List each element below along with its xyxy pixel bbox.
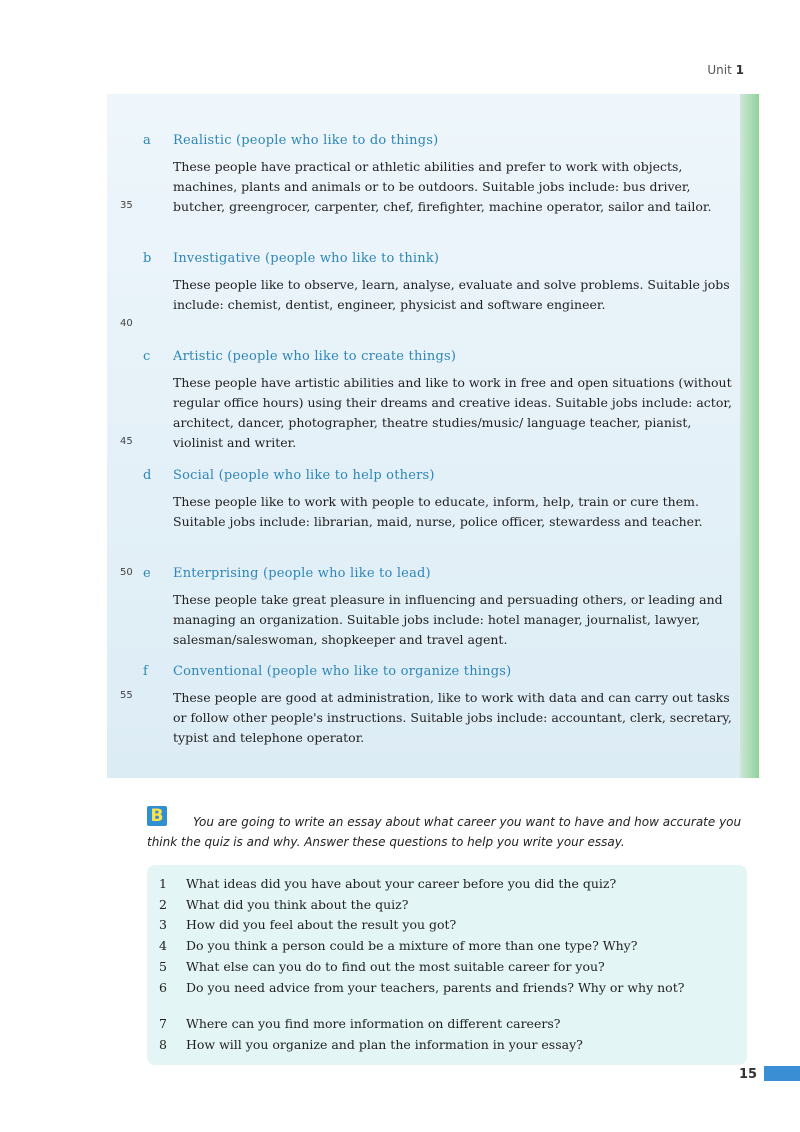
section-body: These people like to work with people to educate, inform, help, train or cure them. Suitable jobs include: librarian, maid, nurse, police officer, stewardess and teacher. [173,494,703,529]
line-number: 35 [120,200,133,211]
question-number: 6 [159,980,167,995]
section-title: Realistic (people who like to do things) [173,133,439,148]
exercise-instructions: You are going to write an essay about what career you want to have and how accurate you think the quiz is and why. Answer these questions to help you write your essay. [147,815,742,849]
unit-label [707,63,744,77]
question-number: 7 [159,1016,167,1031]
section-body: These people take great pleasure in influencing and persuading others, or leading and managing an organization. Suitable jobs include: hotel manager, journalist, lawyer, salesman/saleswoman, shopkeeper and travel agent. [173,592,723,647]
question-text: What did you think about the quiz? [186,897,409,912]
questions-box [147,865,747,1065]
question-text: Do you need advice from your teachers, parents and friends? Why or why not? [186,980,685,995]
unit-word: Unit [707,63,732,77]
line-number: 45 [120,436,133,447]
section-title: Conventional (people who like to organize things) [173,664,512,679]
question-text: How did you feel about the result you got? [186,917,457,932]
section-letter: b [143,251,152,266]
section-body: These people have artistic abilities and like to work in free and open situations (without regular office hours) using their dreams and creative ideas. Suitable jobs include: actor, architect, dancer, photographer, theatre studies/music/ language teacher, pianist, violinist and writer. [173,375,732,450]
question-text: How will you organize and plan the information in your essay? [186,1037,583,1052]
section-title: Social (people who like to help others) [173,468,435,483]
question-text: Do you think a person could be a mixture of more than one type? Why? [186,938,638,953]
section-body: These people are good at administration, like to work with data and can carry out tasks or follow other people's instructions. Suitable jobs include: accountant, clerk, secretary, typist and telephone operator. [173,690,732,745]
line-number: 50 [120,567,133,578]
exercise-badge: B [147,806,167,826]
question-text: Where can you find more information on different careers? [186,1016,561,1031]
line-number: 55 [120,690,133,701]
section-letter: c [143,349,151,364]
section-letter: a [143,133,151,148]
page-number: 15 [739,1067,758,1082]
section-letter: e [143,566,151,581]
question-number: 5 [159,959,167,974]
section-body: These people like to observe, learn, analyse, evaluate and solve problems. Suitable jobs include: chemist, dentist, engineer, physicist and software engineer. [173,277,730,312]
question-number: 4 [159,938,167,953]
line-number: 40 [120,318,133,329]
section-letter: d [143,468,152,483]
section-title: Artistic (people who like to create things) [173,349,457,364]
section-title: Investigative (people who like to think) [173,251,440,266]
page-tab [764,1066,800,1081]
question-number: 1 [159,876,167,891]
unit-number: 1 [735,63,744,77]
section-letter: f [143,664,148,679]
panel-green-edge [740,94,759,778]
question-text: What else can you do to find out the most suitable career for you? [186,959,605,974]
question-number: 3 [159,917,167,932]
question-text: What ideas did you have about your career before you did the quiz? [186,876,617,891]
section-body: These people have practical or athletic abilities and prefer to work with objects, machines, plants and animals or to be outdoors. Suitable jobs include: bus driver, butcher, greengrocer, carpenter, chef, firefighter, machine operator, sailor and tailor. [173,159,712,214]
section-title: Enterprising (people who like to lead) [173,566,431,581]
question-number: 2 [159,897,167,912]
question-number: 8 [159,1037,167,1052]
